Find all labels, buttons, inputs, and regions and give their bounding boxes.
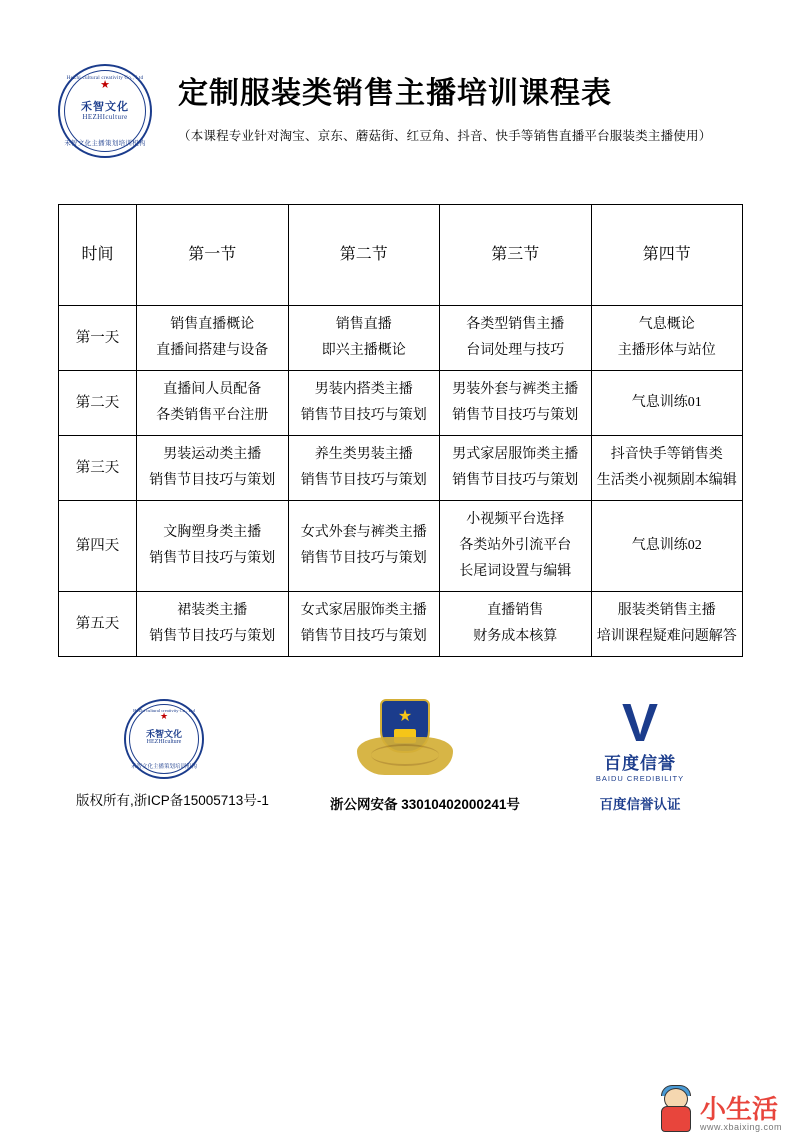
- table-cell-line: 培训课程疑难问题解答: [596, 629, 737, 644]
- table-cell-line: 长尾词设置与编辑: [459, 564, 572, 579]
- table-cell: [288, 306, 440, 371]
- table-cell: [137, 306, 289, 371]
- table-cell-line: 销售节目技巧与策划: [452, 473, 579, 488]
- table-cell: [440, 592, 592, 657]
- table-cell-line: 直播销售: [487, 603, 544, 618]
- table-cell-line: 女式外套与裤类主播: [300, 525, 427, 540]
- table-cell-line: 主播形体与站位: [617, 343, 716, 358]
- table-cell-line: 男装运动类主播: [163, 447, 262, 462]
- icp-license-text: 版权所有,浙ICP备15005713号-1: [76, 793, 269, 808]
- table-row: [59, 306, 743, 371]
- table-cell-line: 销售节目技巧与策划: [300, 408, 427, 423]
- table-cell: [137, 501, 289, 592]
- table-cell-line: 销售节目技巧与策划: [300, 629, 427, 644]
- table-cell-line: 销售节目技巧与策划: [149, 473, 276, 488]
- table-cell: [591, 436, 743, 501]
- table-row-label: 第三天: [59, 436, 137, 501]
- table-cell: [288, 436, 440, 501]
- table-cell-line: 男式家居服饰类主播: [452, 447, 579, 462]
- table-header-cell: 第四节: [591, 205, 743, 306]
- table-cell-line: 气息概论: [638, 317, 695, 332]
- logo-arc-bottom-text: 禾智文化主播策划培训机构: [64, 140, 146, 147]
- table-row-label: 第一天: [59, 306, 137, 371]
- title-block: [178, 62, 711, 144]
- company-logo-small: [124, 699, 204, 779]
- table-cell-line: 销售节目技巧与策划: [300, 551, 427, 566]
- logo-small-company-name-en: HEZHIculture: [146, 739, 182, 745]
- table-cell-line: 台词处理与技巧: [466, 343, 565, 358]
- table-cell-line: 销售节目技巧与策划: [149, 629, 276, 644]
- table-cell: [591, 592, 743, 657]
- mascot-body: [661, 1106, 691, 1132]
- table-cell: [440, 306, 592, 371]
- schedule-table-wrap: [58, 204, 742, 657]
- baidu-credibility-badge: [560, 693, 720, 813]
- baidu-v-mark: V: [621, 693, 659, 753]
- table-cell-line: 裙装类主播: [177, 603, 248, 618]
- table-cell-line: 小视频平台选择: [466, 512, 565, 527]
- table-cell-line: 销售节目技巧与策划: [452, 408, 579, 423]
- table-header-row: [59, 205, 743, 306]
- table-cell-line: 女式家居服饰类主播: [300, 603, 427, 618]
- table-cell: [288, 371, 440, 436]
- table-cell-line: 销售直播概论: [170, 317, 255, 332]
- table-cell-line: 各类销售平台注册: [156, 408, 269, 423]
- table-header-cell: 第三节: [440, 205, 592, 306]
- table-row-label: 第四天: [59, 501, 137, 592]
- table-cell: [137, 436, 289, 501]
- company-logo: [58, 64, 152, 158]
- table-cell: [440, 371, 592, 436]
- table-cell: [591, 306, 743, 371]
- public-security-badge: [330, 699, 520, 813]
- table-cell-line: 财务成本核算: [473, 629, 558, 644]
- emblem-wings: [357, 737, 453, 775]
- table-row-label: 第二天: [59, 371, 137, 436]
- table-row: [59, 592, 743, 657]
- table-row: [59, 501, 743, 592]
- table-cell-line: 气息训练01: [631, 395, 702, 410]
- table-cell: [440, 436, 592, 501]
- table-cell-line: 销售节目技巧与策划: [149, 551, 276, 566]
- site-watermark: [657, 1086, 782, 1132]
- star-icon: ★: [100, 79, 110, 91]
- logo-small-arc-top-text: HeZhi cultural creativity Co., Ltd: [133, 708, 195, 713]
- table-cell: [440, 501, 592, 592]
- watermark-site-url: www.xbaixing.com: [699, 1122, 782, 1132]
- baidu-credibility-text: 百度信誉认证: [599, 797, 681, 812]
- logo-company-name-en: HEZHIculture: [82, 113, 128, 121]
- document-footer: [0, 693, 800, 829]
- logo-company-name-cn: 禾智文化: [81, 101, 129, 113]
- watermark-text: [700, 1096, 782, 1132]
- table-row: [59, 436, 743, 501]
- table-header-cell: 时间: [59, 205, 137, 306]
- table-cell-line: 直播间搭建与设备: [156, 343, 269, 358]
- logo-arc-top-text: HeZhi cultural creativity Co., Ltd: [66, 75, 144, 81]
- table-cell: [288, 592, 440, 657]
- table-cell: [591, 371, 743, 436]
- table-cell-line: 文胸塑身类主播: [163, 525, 262, 540]
- police-emblem-icon: [357, 699, 453, 783]
- table-cell-line: 男装外套与裤类主播: [452, 382, 579, 397]
- public-security-record-text: 浙公网安备 33010402000241号: [330, 797, 520, 812]
- table-cell-line: 直播间人员配备: [163, 382, 262, 397]
- table-cell-line: 即兴主播概论: [321, 343, 406, 358]
- mascot-icon: [657, 1086, 695, 1132]
- table-header-cell: 第一节: [137, 205, 289, 306]
- table-cell-line: 各类型销售主播: [466, 317, 565, 332]
- logo-small-company-name-cn: 禾智文化: [145, 729, 182, 739]
- schedule-table: [58, 204, 743, 657]
- star-icon-small: ★: [159, 711, 169, 721]
- table-row: [59, 371, 743, 436]
- table-cell-line: 抖音快手等销售类: [610, 447, 723, 462]
- table-cell-line: 男装内搭类主播: [314, 382, 413, 397]
- table-cell: [137, 592, 289, 657]
- table-cell-line: 各类站外引流平台: [459, 538, 572, 553]
- table-row-label: 第五天: [59, 592, 137, 657]
- document-header: [0, 0, 800, 158]
- table-cell-line: 销售节目技巧与策划: [300, 473, 427, 488]
- emblem-star-icon: ★: [397, 708, 413, 725]
- table-cell: [591, 501, 743, 592]
- page-subtitle: （本课程专业针对淘宝、京东、蘑菇街、红豆角、抖音、快手等销售直播平台服装类主播使用）: [178, 129, 712, 143]
- baidu-logo-cn: 百度信誉: [604, 754, 676, 773]
- table-cell-line: 服装类销售主播: [617, 603, 716, 618]
- table-cell-line: 销售直播: [335, 317, 392, 332]
- icp-badge: [76, 699, 269, 809]
- watermark-site-name: 小生活: [699, 1094, 778, 1124]
- table-cell-line: 气息训练02: [631, 538, 702, 553]
- table-cell-line: 生活类小视频剧本编辑: [596, 473, 737, 488]
- table-header-cell: 第二节: [288, 205, 440, 306]
- logo-small-arc-bottom-text: 禾智文化主播策划培训机构: [130, 764, 197, 770]
- table-cell-line: 养生类男装主播: [314, 447, 413, 462]
- baidu-logo-en: BAIDU CREDIBILITY: [595, 774, 685, 783]
- page-title: 定制服装类销售主播培训课程表: [178, 77, 612, 110]
- baidu-logo-icon: [580, 693, 700, 783]
- table-cell: [137, 371, 289, 436]
- table-cell: [288, 501, 440, 592]
